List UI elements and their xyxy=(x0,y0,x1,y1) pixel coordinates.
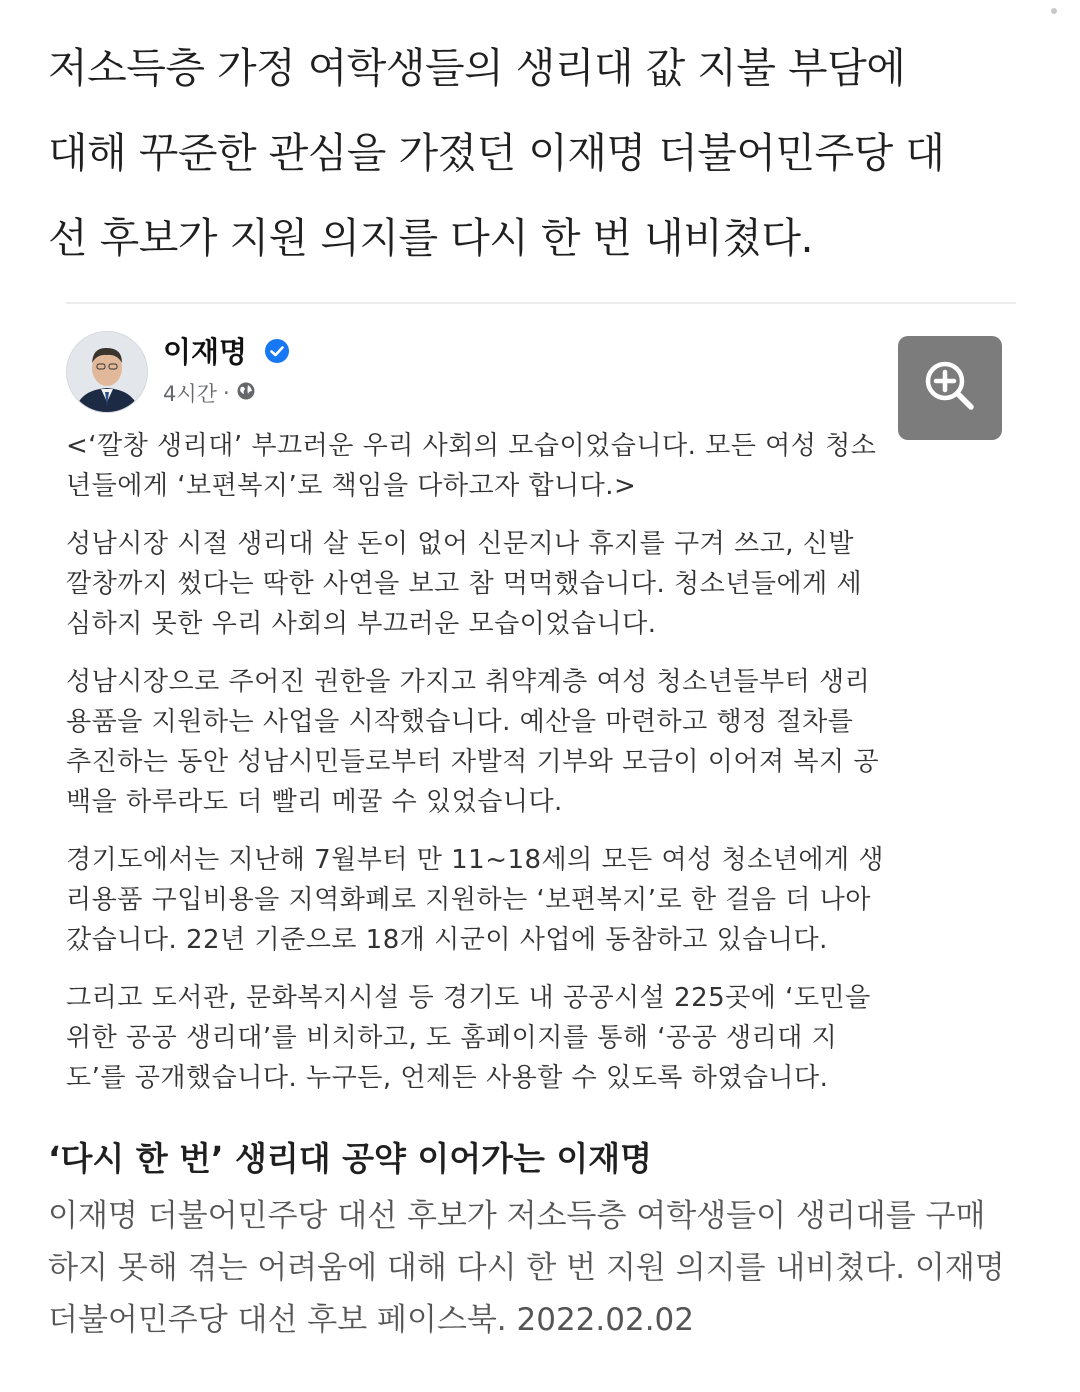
zoom-in-icon xyxy=(920,356,980,420)
caption-line: 하지 못해 겪는 어려움에 대해 다시 한 번 지원 의지를 내비쳤다. 이재명 xyxy=(48,1250,1005,1286)
post-line: <‘깔창 생리대’ 부끄러운 우리 사회의 모습이었습니다. 모든 여성 청소 xyxy=(66,431,877,461)
post-line: 용품을 지원하는 사업을 시작했습니다. 예산을 마련하고 행정 절차를 xyxy=(66,707,854,737)
post-line: 리용품 구입비용을 지역화폐로 지원하는 ‘보편복지’로 한 걸음 더 나아 xyxy=(66,885,871,915)
post-time[interactable]: 4시간 xyxy=(163,382,217,406)
post-line: 갔습니다. 22년 기준으로 18개 시군이 사업에 동참하고 있습니다. xyxy=(66,925,828,955)
article-lead xyxy=(48,26,1048,281)
post-paragraph xyxy=(66,662,1016,822)
meta-separator: · xyxy=(222,381,230,405)
post-paragraph xyxy=(66,524,1016,644)
post-line: 심하지 못한 우리 사회의 부끄러운 모습이었습니다. xyxy=(66,609,657,639)
figure-subhead: ‘다시 한 번’ 생리대 공약 이어가는 이재명 xyxy=(48,1139,653,1178)
lead-line: 저소득층 가정 여학생들의 생리대 값 지불 부담에 xyxy=(48,44,906,92)
post-line: 추진하는 동안 성남시민들로부터 자발적 기부와 모금이 이어져 복지 공 xyxy=(66,747,879,777)
caption-line: 더불어민주당 대선 후보 페이스북. 2022.02.02 xyxy=(48,1302,695,1338)
verified-badge-icon xyxy=(264,338,290,364)
caption-line: 이재명 더불어민주당 대선 후보가 저소득층 여학생들이 생리대를 구매 xyxy=(48,1198,986,1234)
post-body xyxy=(66,426,1016,1116)
lead-line: 대해 꾸준한 관심을 가졌던 이재명 더불어민주당 대 xyxy=(48,129,945,177)
post-author[interactable]: 이재명 xyxy=(163,335,248,369)
post-meta xyxy=(163,378,256,408)
lead-line: 선 후보가 지원 의지를 다시 한 번 내비쳤다. xyxy=(48,214,814,262)
post-line: 경기도에서는 지난해 7월부터 만 11~18세의 모든 여성 청소년에게 생 xyxy=(66,845,885,875)
facebook-post-image[interactable] xyxy=(66,302,1016,1104)
globe-icon xyxy=(236,381,256,406)
post-line: 도’를 공개했습니다. 누구든, 언제든 사용할 수 있도록 하였습니다. xyxy=(66,1063,829,1093)
zoom-in-button[interactable] xyxy=(898,336,1002,440)
post-paragraph xyxy=(66,840,1016,960)
status-dot xyxy=(1050,0,1058,8)
post-line: 위한 공공 생리대’를 비치하고, 도 홈페이지를 통해 ‘공공 생리대 지 xyxy=(66,1023,838,1053)
post-line: 깔창까지 썼다는 딱한 사연을 보고 참 먹먹했습니다. 청소년들에게 세 xyxy=(66,569,863,599)
post-line: 년들에게 ‘보편복지’로 책임을 다하고자 합니다.> xyxy=(66,471,637,501)
post-line: 성남시장 시절 생리대 살 돈이 없어 신문지나 휴지를 구겨 쓰고, 신발 xyxy=(66,529,855,559)
post-line: 그리고 도서관, 문화복지시설 등 경기도 내 공공시설 225곳에 ‘도민을 xyxy=(66,983,871,1013)
post-line: 성남시장으로 주어진 권한을 가지고 취약계층 여성 청소년들부터 생리 xyxy=(66,667,871,697)
figure-caption xyxy=(48,1190,1048,1346)
post-paragraph xyxy=(66,426,1016,506)
avatar xyxy=(66,331,148,413)
post-paragraph xyxy=(66,978,1016,1098)
post-line: 백을 하루라도 더 빨리 메꿀 수 있었습니다. xyxy=(66,787,563,817)
